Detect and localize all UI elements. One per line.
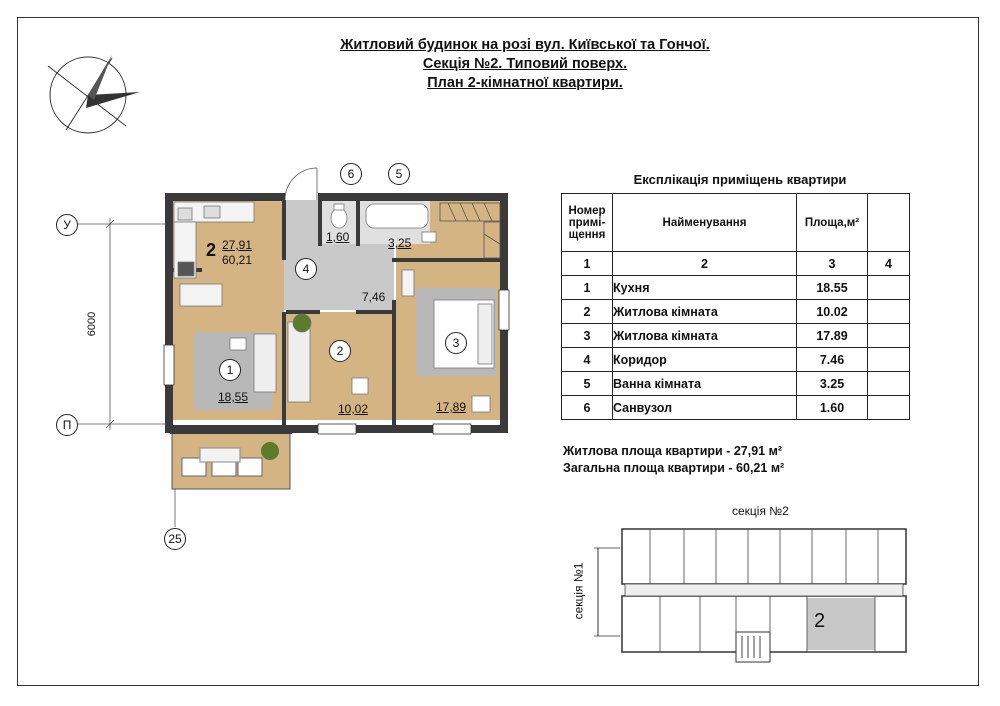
dimension-label: 6000 xyxy=(86,311,99,337)
table-cell: 4 xyxy=(562,348,613,372)
table-cell: Житлова кімната xyxy=(613,324,797,348)
room-1-marker: 1 xyxy=(219,359,241,381)
table-cell: Кухня xyxy=(613,276,797,300)
table-cell xyxy=(868,372,910,396)
table-cell: 7.46 xyxy=(797,348,868,372)
keyplan-highlight-number: 2 xyxy=(814,610,826,632)
marker-5: 5 xyxy=(388,163,410,185)
table-cell: 17.89 xyxy=(797,324,868,348)
table-cell xyxy=(868,300,910,324)
table-cell: 1 xyxy=(562,276,613,300)
table-row xyxy=(562,300,910,324)
title-line-2: Секція №2. Типовий поверх. xyxy=(422,56,628,72)
living-area-summary: Житлова площа квартири - 27,91 м² xyxy=(563,444,782,458)
axis-marker-top: У xyxy=(56,214,78,236)
room-2-area: 10,02 xyxy=(338,402,369,416)
table-row xyxy=(562,324,910,348)
total-area-summary: Загальна площа квартири - 60,21 м² xyxy=(563,461,785,475)
apartment-total-area: 60,21 xyxy=(222,253,253,267)
marker-6: 6 xyxy=(340,163,362,185)
table-cell: 3 xyxy=(562,324,613,348)
table-cell: 2 xyxy=(613,252,797,276)
apartment-living-area: 27,91 xyxy=(222,238,253,252)
table-cell xyxy=(868,276,910,300)
header-name: Найменування xyxy=(613,194,797,252)
room-3-marker: 3 xyxy=(445,332,467,354)
room-2-marker: 2 xyxy=(329,340,351,362)
explication-title: Експлікація приміщень квартири xyxy=(633,172,847,187)
table-cell: 10.02 xyxy=(797,300,868,324)
balcony xyxy=(170,430,292,489)
table-index-row xyxy=(562,252,910,276)
room-1-area: 18,55 xyxy=(218,390,249,404)
table-cell: Коридор xyxy=(613,348,797,372)
axis-lines xyxy=(78,218,175,527)
table-cell xyxy=(868,324,910,348)
table-header-row xyxy=(562,194,910,252)
table-cell: 4 xyxy=(868,252,910,276)
entrance-door xyxy=(285,168,317,200)
table-row xyxy=(562,276,910,300)
table-row xyxy=(562,396,910,420)
table-cell: 1.60 xyxy=(797,396,868,420)
room-4-area: 7,46 xyxy=(362,290,386,304)
table-cell xyxy=(868,396,910,420)
area-summary xyxy=(563,443,784,477)
header-area: Площа,м² xyxy=(797,194,868,252)
table-cell xyxy=(868,348,910,372)
room-3-area: 17,89 xyxy=(436,400,467,414)
table-cell: Ванна кімната xyxy=(613,372,797,396)
table-cell: 1 xyxy=(562,252,613,276)
table-cell: Санвузол xyxy=(613,396,797,420)
key-plan xyxy=(594,529,906,662)
keyplan-section-top: секція №2 xyxy=(732,504,789,518)
apartment-rooms-count: 2 xyxy=(206,240,217,260)
table-row xyxy=(562,372,910,396)
header-extra xyxy=(868,194,910,252)
room-4-marker: 4 xyxy=(295,258,317,280)
explication-table xyxy=(561,193,910,420)
table-cell: Житлова кімната xyxy=(613,300,797,324)
axis-marker-bottom: П xyxy=(56,414,78,436)
title-line-1: Житловий будинок на розі вул. Київської та Гончої. xyxy=(340,37,710,53)
table-cell: 18.55 xyxy=(797,276,868,300)
axis-marker-balcony: 25 xyxy=(164,528,186,550)
compass-icon xyxy=(48,55,140,133)
table-row xyxy=(562,348,910,372)
table-cell: 2 xyxy=(562,300,613,324)
table-cell: 3 xyxy=(797,252,868,276)
header-number: Номер примі-щення xyxy=(562,194,613,252)
table-cell: 5 xyxy=(562,372,613,396)
title-line-3: План 2-кімнатної квартири. xyxy=(427,75,623,91)
keyplan-section-side: секція №1 xyxy=(571,562,586,620)
table-cell: 6 xyxy=(562,396,613,420)
table-cell: 3.25 xyxy=(797,372,868,396)
room-6-area: 1,60 xyxy=(326,230,350,244)
room-5-area: 3,25 xyxy=(388,236,412,250)
